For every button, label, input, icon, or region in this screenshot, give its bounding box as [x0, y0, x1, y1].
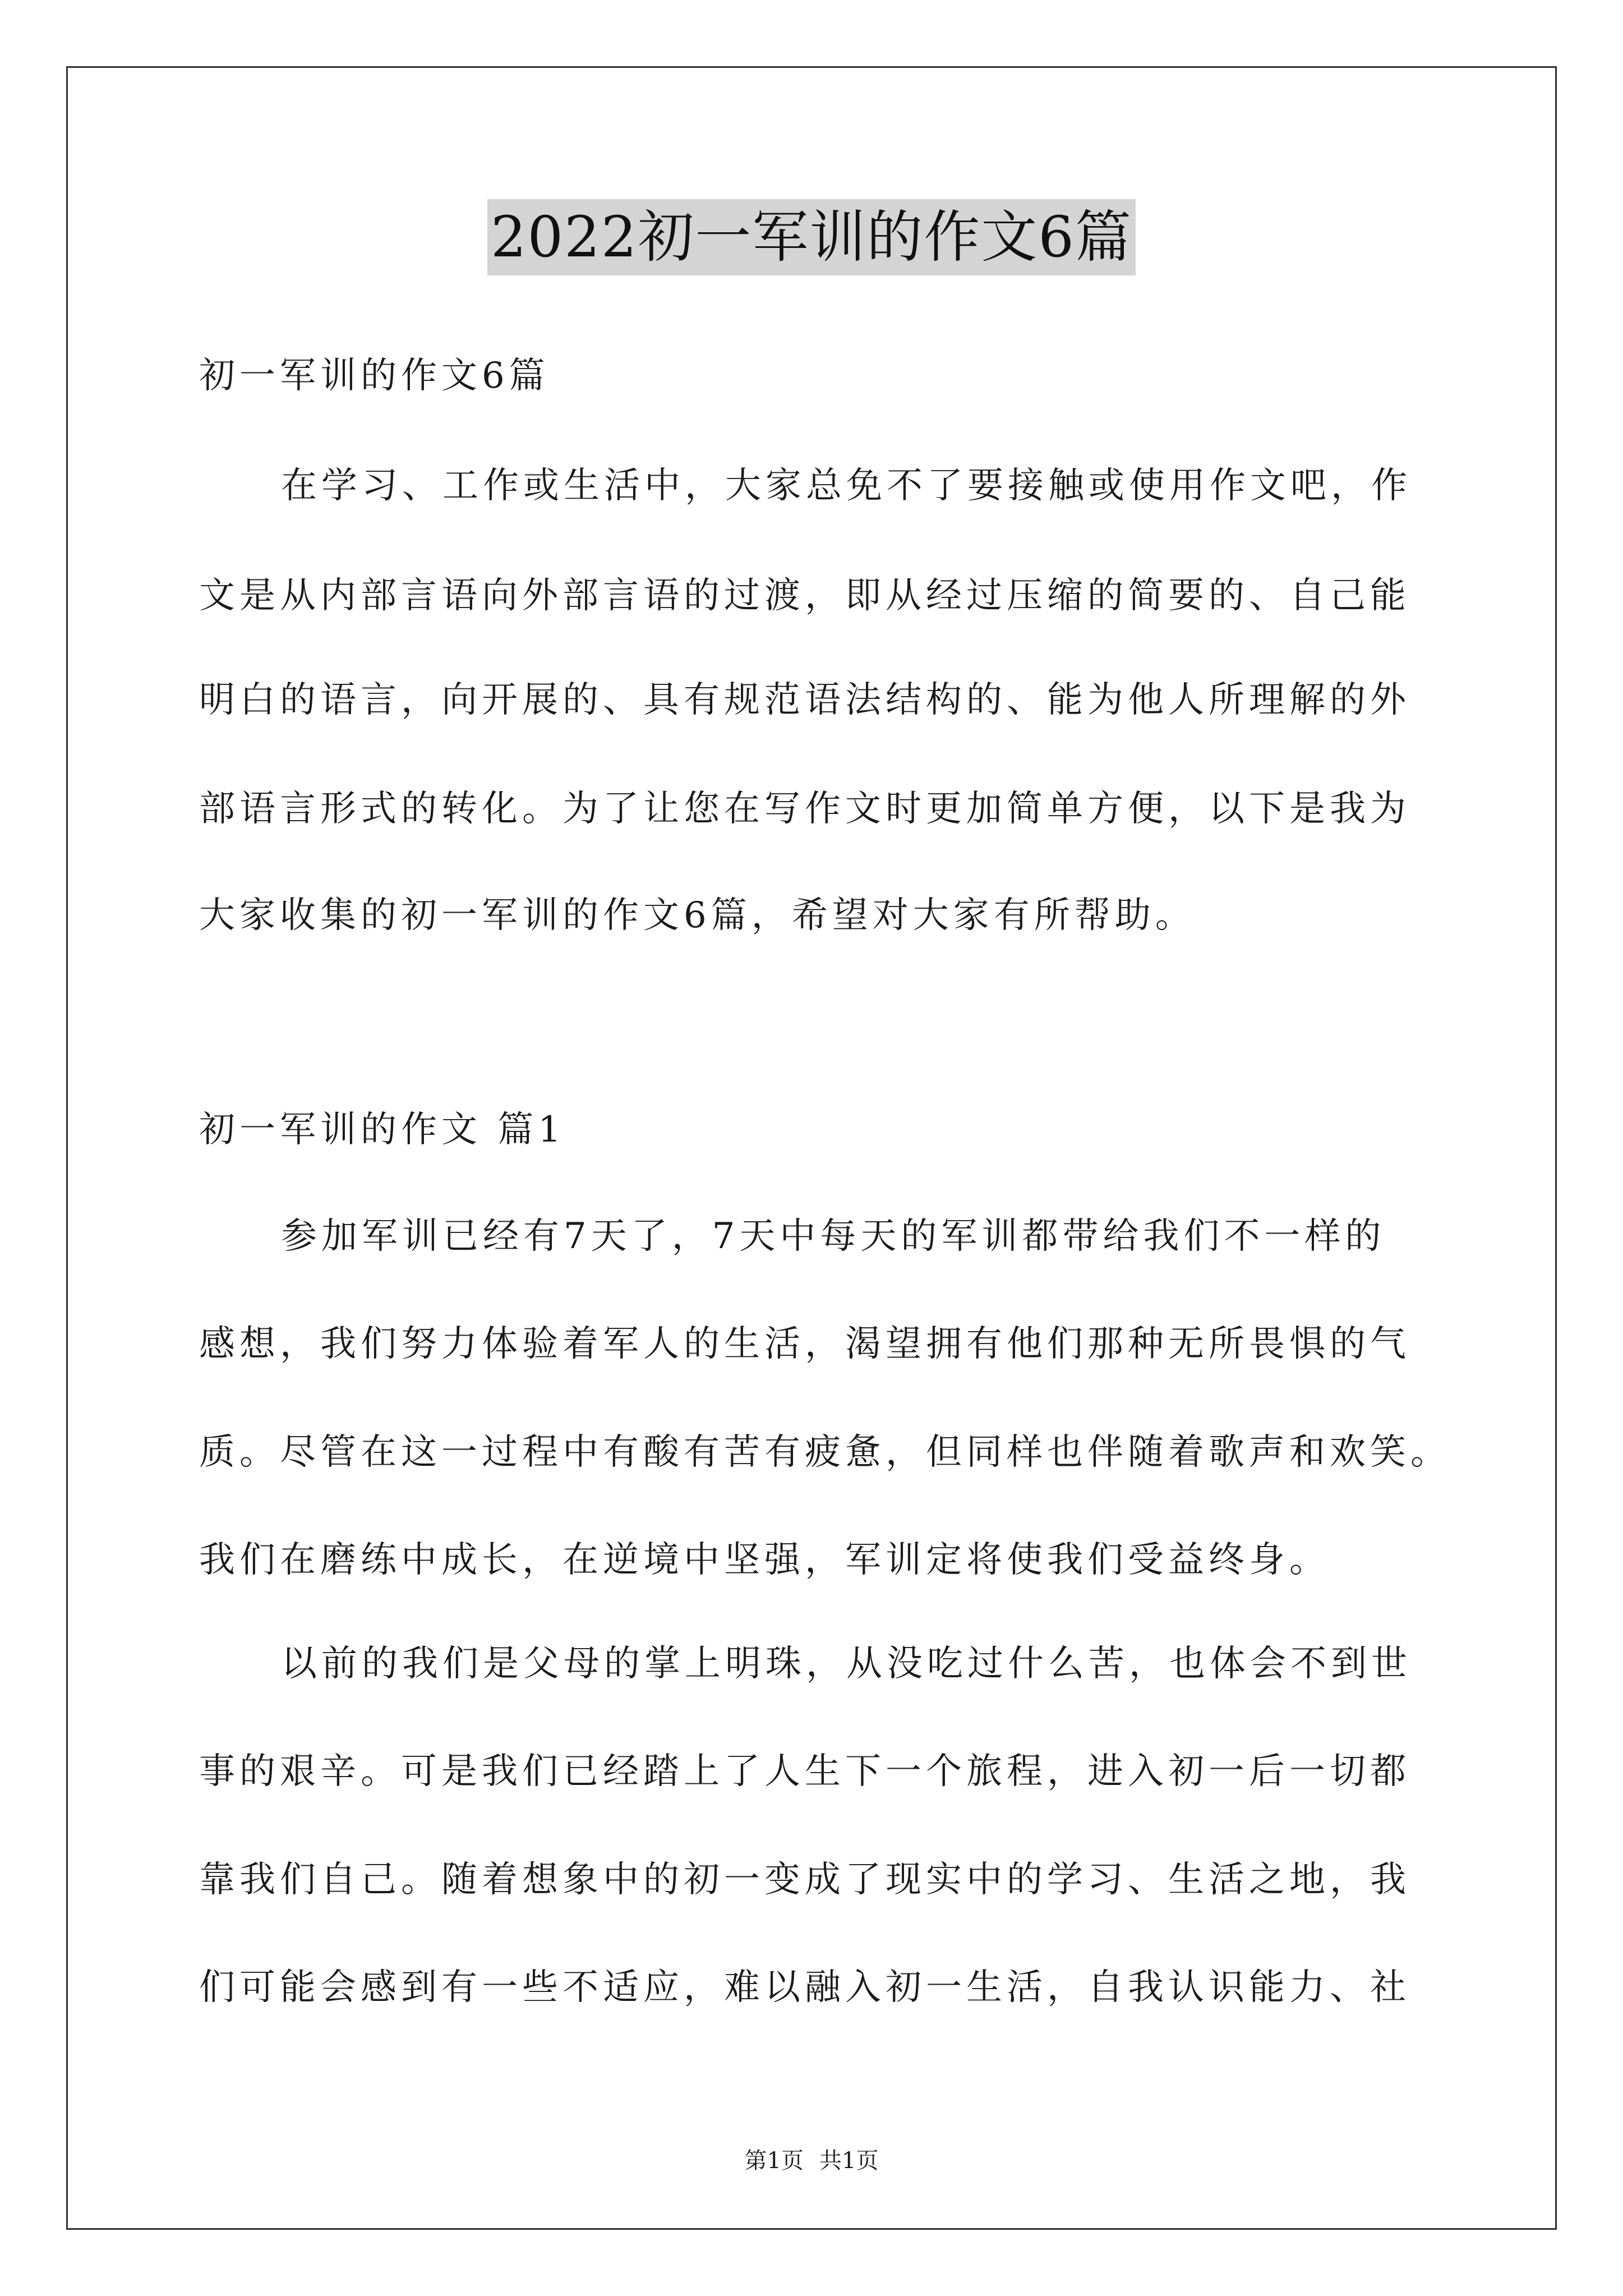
paragraph-line: 以前的我们是父母的掌上明珠，从没吃过什么苦，也体会不到世	[281, 1643, 1412, 1685]
section-heading: 初一军训的作文 篇1	[199, 1109, 566, 1151]
paragraph-line: 感想，我们努力体验着军人的生活，渴望拥有他们那种无所畏惧的气	[199, 1323, 1410, 1365]
paragraph-line: 参加军训已经有7天了，7天中每天的军训都带给我们不一样的	[281, 1216, 1386, 1257]
page-number: 第1页	[744, 2148, 804, 2174]
intro-line: 部语言形式的转化。为了让您在写作文时更加简单方便，以下是我为	[199, 788, 1410, 830]
paragraph-line: 质。尽管在这一过程中有酸有苦有疲惫，但同样也伴随着歌声和欢笑。	[199, 1432, 1451, 1473]
paragraph-line: 事的艰辛。可是我们已经踏上了人生下一个旅程，进入初一后一切都	[199, 1751, 1410, 1792]
title-container	[0, 199, 1623, 275]
paragraph-line: 们可能会感到有一些不适应，难以融入初一生活，自我认识能力、社	[199, 1967, 1410, 2008]
intro-line: 大家收集的初一军训的作文6篇，希望对大家有所帮助。	[199, 895, 1196, 936]
page-total: 共1页	[819, 2148, 879, 2174]
document-title: 2022初一军训的作文6篇	[487, 199, 1136, 275]
intro-line: 文是从内部言语向外部言语的过渡，即从经过压缩的简要的、自己能	[199, 575, 1410, 616]
intro-line: 明白的语言，向开展的、具有规范语法结构的、能为他人所理解的外	[199, 679, 1410, 721]
page-footer	[0, 2147, 1623, 2175]
intro-line: 在学习、工作或生活中，大家总免不了要接触或使用作文吧，作	[281, 465, 1412, 507]
paragraph-line: 靠我们自己。随着想象中的初一变成了现实中的学习、生活之地，我	[199, 1859, 1410, 1901]
paragraph-line: 我们在磨练中成长，在逆境中坚强，军训定将使我们受益终身。	[199, 1539, 1330, 1581]
subtitle: 初一军训的作文6篇	[199, 355, 550, 397]
